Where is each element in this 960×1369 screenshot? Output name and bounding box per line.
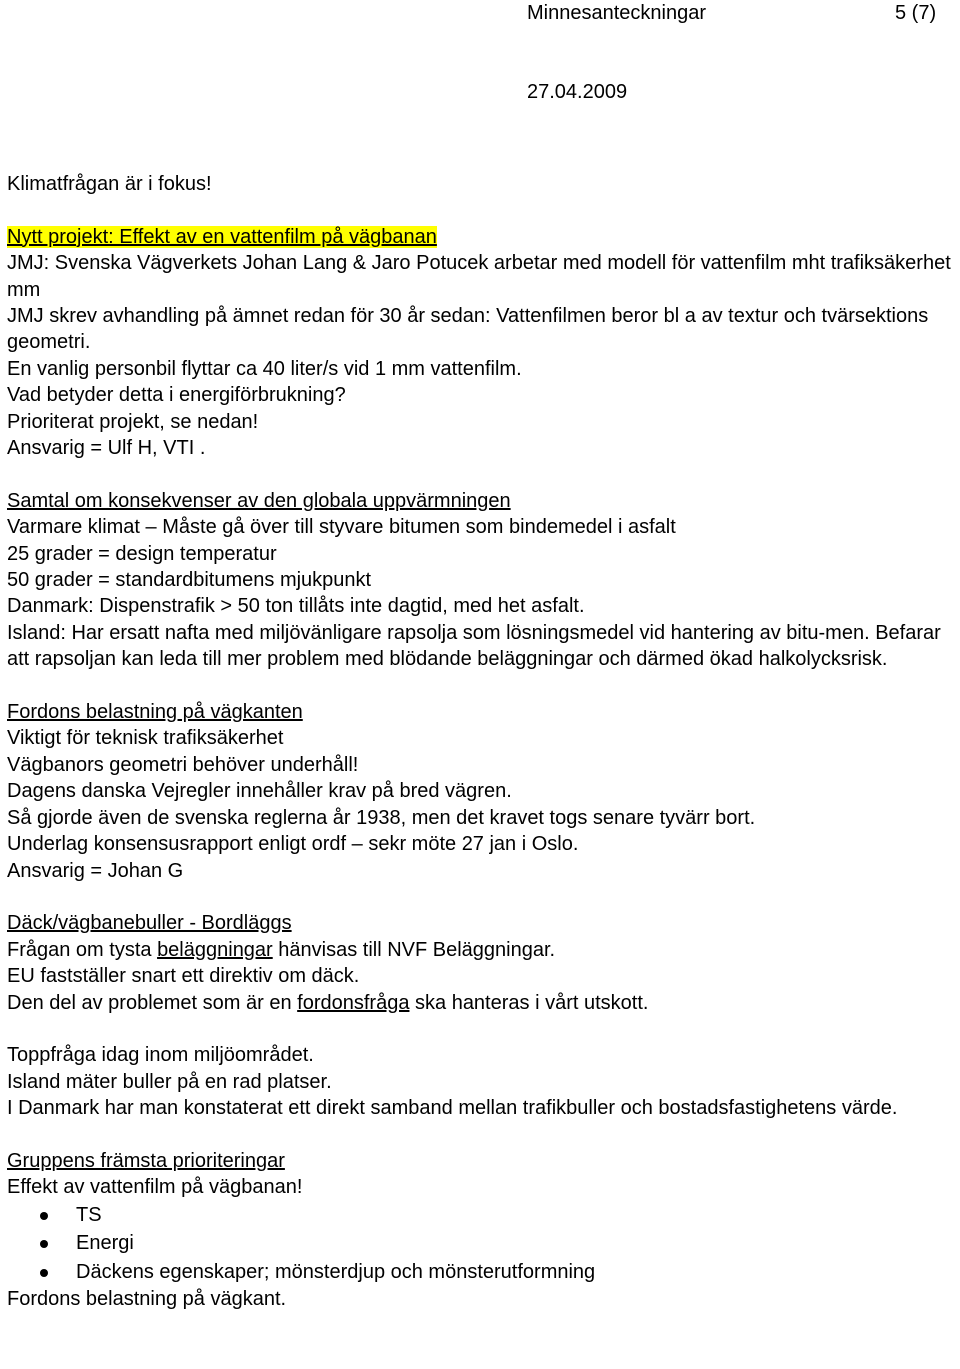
paragraph-line: Viktigt för teknisk trafiksäkerhet: [7, 727, 284, 750]
paragraph-iceland: Island: Har ersatt nafta med miljövänligare rapsolja som lösningsmedel vid hantering av bitu-men. Befarar att rapsoljan kan leda till mer problem med blödande beläggningar och därmed ökad halkolycksrisk.: [7, 621, 941, 671]
paragraph-line: Så gjorde även de svenska reglerna år 1938, men det kravet togs senare tyvärr bort.: [7, 806, 756, 829]
section-water-film: [7, 224, 957, 462]
section-heading-priorities: Gruppens främsta prioriteringar: [7, 1149, 285, 1172]
paragraph-line: EU fastställer snart ett direktiv om däck.: [7, 965, 360, 988]
spacer: [7, 1016, 957, 1042]
paragraph-line: Ansvarig = Ulf H, VTI .: [7, 437, 206, 460]
spacer: [7, 884, 957, 910]
bullet-icon: [40, 1212, 48, 1220]
paragraph-line: Island mäter buller på en rad platser.: [7, 1070, 332, 1093]
page-number: 5 (7): [895, 2, 937, 24]
section-heading-vehicle-load: Fordons belastning på vägkanten: [7, 701, 303, 724]
section-priorities: [7, 1148, 957, 1312]
paragraph-line: Danmark: Dispenstrafik > 50 ton tillåts inte dagtid, med het asfalt.: [7, 595, 585, 618]
section-climate: [7, 488, 957, 673]
spacer: [7, 197, 957, 223]
list-item: Däckens egenskaper; mönsterdjup och mönsterutformning: [7, 1258, 957, 1286]
paragraph-line: Frågan om tysta beläggningar hänvisas till NVF Beläggningar.: [7, 938, 556, 961]
paragraph-line: 50 grader = standardbitumens mjukpunkt: [7, 569, 372, 592]
spacer: [7, 673, 957, 699]
paragraph-line: Den del av problemet som är en fordonsfråga ska hanteras i vårt utskott.: [7, 991, 649, 1014]
underlined-term: beläggningar: [157, 938, 273, 961]
section-heading-water-film: Nytt projekt: Effekt av en vattenfilm på vägbanan: [7, 225, 437, 248]
paragraph-line: Toppfråga idag inom miljöområdet.: [7, 1044, 314, 1067]
bullet-icon: [40, 1269, 48, 1277]
paragraph-line: Ansvarig = Johan G: [7, 859, 184, 882]
paragraph-line: I Danmark har man konstaterat ett direkt samband mellan trafikbuller och bostadsfastighetens värde.: [7, 1097, 898, 1120]
header-title: Minnesanteckningar: [527, 2, 706, 24]
priority-list: [7, 1201, 957, 1286]
paragraph-line: Vad betyder detta i energiförbrukning?: [7, 384, 346, 407]
section-environment: [7, 1042, 957, 1121]
paragraph-line: 25 grader = design temperatur: [7, 542, 277, 565]
spacer: [7, 461, 957, 487]
paragraph-line: Underlag konsensusrapport enligt ordf – sekr möte 27 jan i Oslo.: [7, 833, 579, 856]
paragraph-line: JMJ skrev avhandling på ämnet redan för 30 år sedan: Vattenfilmen beror bl a av textur och tvärsektions geometri.: [7, 305, 929, 354]
paragraph-line: JMJ: Svenska Vägverkets Johan Lang & Jaro Potucek arbetar med modell för vattenfilm mht trafiksäkerhet mm: [7, 252, 951, 301]
bullet-icon: [40, 1240, 48, 1248]
section-tire-noise: [7, 910, 957, 1016]
paragraph-line: Dagens danska Vejregler innehåller krav på bred vägren.: [7, 780, 512, 803]
paragraph-line: Effekt av vattenfilm på vägbanan!: [7, 1176, 303, 1199]
underlined-term: fordonsfråga: [297, 991, 410, 1014]
intro-text: Klimatfrågan är i fokus!: [7, 173, 212, 195]
paragraph-line: Prioriterat projekt, se nedan!: [7, 410, 259, 433]
list-item: TS: [7, 1201, 957, 1229]
spacer: [7, 1122, 957, 1148]
paragraph-line: En vanlig personbil flyttar ca 40 liter/s vid 1 mm vattenfilm.: [7, 357, 522, 380]
list-item: Energi: [7, 1229, 957, 1257]
section-heading-tire-noise: Däck/vägbanebuller - Bordläggs: [7, 912, 292, 935]
paragraph-line: Varmare klimat – Måste gå över till styvare bitumen som bindemedel i asfalt: [7, 516, 676, 539]
meeting-date: 27.04.2009: [527, 81, 628, 103]
section-vehicle-load: [7, 699, 957, 884]
document-body: [7, 171, 957, 1312]
section-heading-climate: Samtal om konsekvenser av den globala uppvärmningen: [7, 489, 511, 512]
paragraph-line: Fordons belastning på vägkant.: [7, 1287, 287, 1310]
paragraph-line: Vägbanors geometri behöver underhåll!: [7, 753, 359, 776]
